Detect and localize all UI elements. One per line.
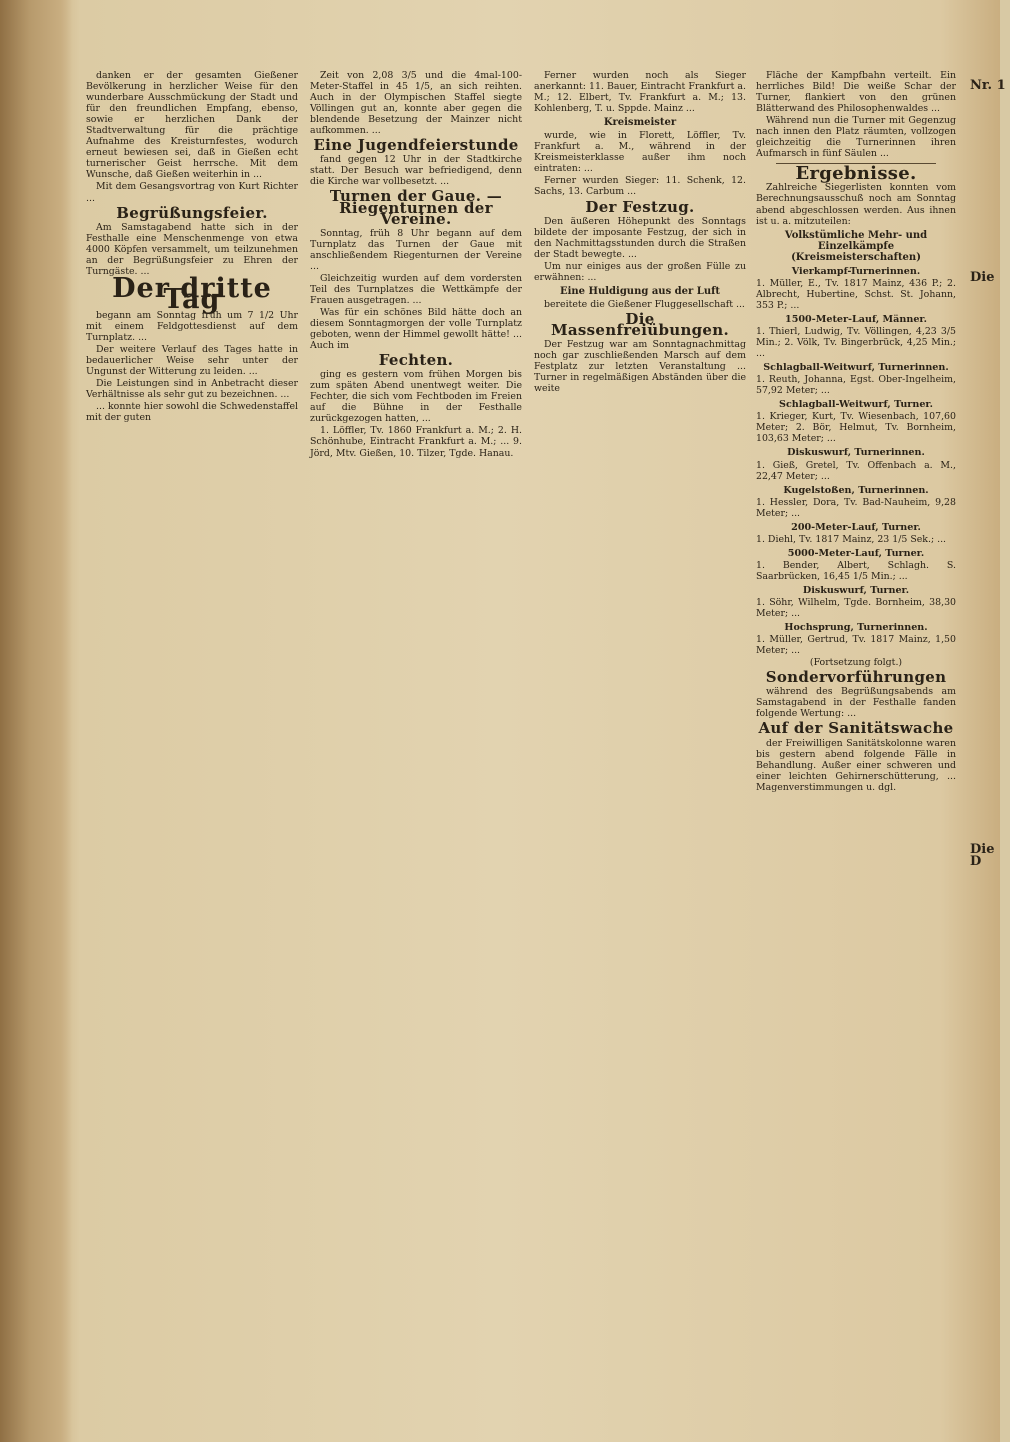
heading-kreismeister: Kreismeister (603, 117, 677, 129)
edge-text: Nr. 1 (970, 78, 1006, 93)
column-2 (310, 70, 522, 460)
result-heading: 5000-Meter-Lauf, Turner. (787, 547, 925, 559)
heading-fechten: Fechten. (378, 351, 454, 370)
heading-jugendfeierstunde: Eine Jugendfeierstunde (313, 136, 519, 155)
heading-sanitaetswache: Auf der Sanitätswache (758, 719, 954, 738)
paragraph: Ferner wurden noch als Sieger anerkannt: 11. Bauer, Eintracht Frankfurt a. M.; 12. Elbert, Tv. Frankfurt a. M.; 13. Kohlenberg, T. u. Sppde. Mainz ... (534, 70, 746, 115)
paragraph: Ferner wurden Sieger: 11. Schenk, 12. Sachs, 13. Carbum ... (534, 175, 746, 198)
paragraph: Am Samstagabend hatte sich in der Festhalle eine Menschenmenge von etwa 4000 Köpfen versammelt, um teilzunehmen an der Begrüßungsfeier zu Ehren der Turngäste. ... (86, 221, 298, 277)
result-list: 1. Krieger, Kurt, Tv. Wiesenbach, 107,60 Meter; 2. Bör, Helmut, Tv. Bornheim, 103,63 Meter; ... (756, 411, 956, 445)
paragraph: wurde, wie in Florett, Löffler, Tv. Frankfurt a. M., während in der Kreismeisterklasse außer ihm noch eintraten: ... (534, 130, 746, 175)
paragraph: Die Leistungen sind in Anbetracht dieser Verhältnisse als sehr gut zu bezeichnen. ... (86, 378, 298, 401)
result-list: 1. Hessler, Dora, Tv. Bad-Nauheim, 9,28 Meter; ... (756, 496, 956, 519)
paragraph: Sonntag, früh 8 Uhr begann auf dem Turnplatz das Turnen der Gaue mit anschließendem Riegenturnen der Vereine ... (310, 227, 522, 272)
edge-text: Die D (970, 842, 995, 869)
heading-huldigung-aus-der-luft: Eine Huldigung aus der Luft (559, 285, 721, 297)
paragraph: Den äußeren Höhepunkt des Sonntags bildete der imposante Festzug, der sich in den Nachmittagsstunden durch die Straßen der Stadt bewegte. ... (534, 215, 746, 260)
heading-volkstuemliche-kaempfe: Volkstümliche Mehr- und Einzelkämpfe (Kreismeisterschaften) (784, 229, 928, 263)
column-4 (756, 70, 956, 794)
result-list: 1. Diehl, Tv. 1817 Mainz, 23 1/5 Sek.; ... (756, 533, 947, 545)
paragraph: Der weitere Verlauf des Tages hatte in bedauerlicher Weise sehr unter der Ungunst der Witterung zu leiden. ... (86, 344, 298, 378)
paragraph: Während nun die Turner mit Gegenzug nach innen den Platz räumten, vollzogen gleichzeitig die Turnerinnen ihren Aufmarsch in fünf Säulen ... (756, 115, 956, 160)
result-list: 1. Bender, Albert, Schlagh. S. Saarbrücken, 16,45 1/5 Min.; ... (756, 559, 956, 582)
column-3 (534, 70, 746, 395)
heading-ergebnisse: Ergebnisse. (795, 163, 917, 185)
heading-turnen-der-gaue: Turnen der Gaue. — Riegenturnen der Vereine. (329, 187, 503, 228)
heading-festzug: Der Festzug. (585, 197, 695, 216)
result-list: 1. Thierl, Ludwig, Tv. Völlingen, 4,23 3/5 Min.; 2. Völk, Tv. Bingerbrück, 4,25 Min.; ... (756, 325, 956, 360)
result-list: 1. Gieß, Gretel, Tv. Offenbach a. M., 22,47 Meter; ... (756, 459, 956, 482)
paragraph: ging es gestern vom frühen Morgen bis zum späten Abend unentwegt weiter. Die Fechter, die sich vom Fechtboden im Freien auf die Bühne in der Festhalle zurückgezogen hatten, ... (310, 369, 522, 425)
result-list: 1. Müller, Gertrud, Tv. 1817 Mainz, 1,50 Meter; ... (756, 634, 956, 657)
result-heading: Schlagball-Weitwurf, Turner. (779, 399, 933, 411)
paragraph: Zeit von 2,08 3/5 und die 4mal-100-Meter-Staffel in 45 1/5, an sich reihten. Auch in der Olympischen Staffel siegte Völlingen gut an, konnte aber gegen die blendende Besetzung der Mainzer nicht aufkommen. ... (310, 70, 522, 137)
paragraph: während des Begrüßungsabends am Samstagabend in der Festhalle fanden folgende Wertung: ... (756, 686, 956, 720)
paragraph: ... konnte hier sowohl die Schwedenstaffel mit der guten (86, 401, 298, 424)
paragraph: bereitete die Gießener Fluggesellschaft ... (544, 298, 745, 310)
result-list: 1. Söhr, Wilhelm, Tgde. Bornheim, 38,30 Meter; ... (756, 597, 956, 620)
result-heading: Diskuswurf, Turnerinnen. (787, 447, 925, 459)
result-heading: 1500-Meter-Lauf, Männer. (785, 313, 927, 325)
paragraph: 1. Löffler, Tv. 1860 Frankfurt a. M.; 2. H. Schönhube, Eintracht Frankfurt a. M.; ... 9. Jörd, Mtv. Gießen, 10. Tilzer, Tgde. Hanau. (310, 425, 522, 459)
paragraph: fand gegen 12 Uhr in der Stadtkirche statt. Der Besuch war befriedigend, denn die Kirche war vollbesetzt. ... (310, 154, 522, 188)
paragraph: Was für ein schönes Bild hätte doch an diesem Sonntagmorgen der volle Turnplatz geboten, wenn der Himmel gewollt hätte! ... Auch im (310, 306, 522, 352)
result-heading: Kugelstoßen, Turnerinnen. (783, 484, 929, 496)
result-heading: Vierkampf-Turnerinnen. (791, 265, 921, 277)
continuation-note: (Fortsetzung folgt.) (809, 657, 903, 669)
result-list: 1. Reuth, Johanna, Egst. Ober-Ingelheim, 57,92 Meter; ... (756, 374, 956, 397)
result-heading: Diskuswurf, Turner. (802, 584, 910, 596)
heading-der-dritte-tag: Der dritte Tag (112, 272, 272, 315)
paragraph: Der Festzug war am Sonntagnachmittag noch gar zuschließenden Marsch auf dem Festplatz zur letzten Veranstaltung ... Turner in regelmäßigen Abständen über die weite (534, 339, 746, 395)
column-1 (86, 70, 298, 424)
page-binding-shadow (0, 0, 72, 1442)
result-heading: 200-Meter-Lauf, Turner. (791, 521, 921, 533)
heading-begruessungsfeier: Begrüßungsfeier. (116, 203, 268, 222)
paragraph: Zahlreiche Siegerlisten konnten vom Berechnungsausschuß noch am Sonntag abend abgeschlossen werden. Aus ihnen ist u. a. mitzuteilen: (756, 182, 956, 227)
paragraph: danken er der gesamten Gießener Bevölkerung in herzlicher Weise für den wunderbare Ausschmückung der Stadt und für den freundlichen Empfang, ebenso, sowie er herzlichen Dank der Stadtverwaltung für die prächtige Aufnahme des Kreisturnfestes, wodurch erneut bewiesen sei, daß in Gießen echt turnerischer Geist herrsche. Mit dem Wunsche, daß Gießen weiterhin in ... (86, 70, 298, 181)
paragraph: der Freiwilligen Sanitätskolonne waren bis gestern abend folgende Fälle in Behandlung. Außer einer schweren und einer leichten Gehirnerschütterung, ... Magenverstimmungen u. dgl. (756, 737, 956, 793)
paragraph: Fläche der Kampfbahn verteilt. Ein herrliches Bild! Die weiße Schar der Turner, flankiert von den grünen Blätterwand des Philosophenwaldes ... (756, 70, 956, 115)
adjacent-page-edge (970, 70, 1010, 868)
edge-text: Die (970, 270, 995, 285)
heading-massenfreiuebungen: Die Massenfreiübungen. (550, 309, 730, 339)
paragraph: Mit dem Gesangsvortrag von Kurt Richter ... (86, 181, 298, 204)
result-heading: Schlagball-Weitwurf, Turnerinnen. (763, 362, 949, 374)
paragraph: Gleichzeitig wurden auf dem vordersten Teil des Turnplatzes die Wettkämpfe der Frauen ausgetragen. ... (310, 272, 522, 306)
result-heading: Hochsprung, Turnerinnen. (784, 622, 928, 634)
heading-sondervorfuehrungen: Sondervorführungen (765, 668, 947, 687)
paragraph: Um nur einiges aus der großen Fülle zu erwähnen: ... (534, 260, 746, 283)
result-list: 1. Müller, E., Tv. 1817 Mainz, 436 P.; 2. Albrecht, Hubertine, Schst. St. Johann, 353 P.; ... (756, 277, 956, 311)
paragraph: begann am Sonntag früh um 7 1/2 Uhr mit einem Feldgottesdienst auf dem Turnplatz. ... (86, 309, 298, 344)
